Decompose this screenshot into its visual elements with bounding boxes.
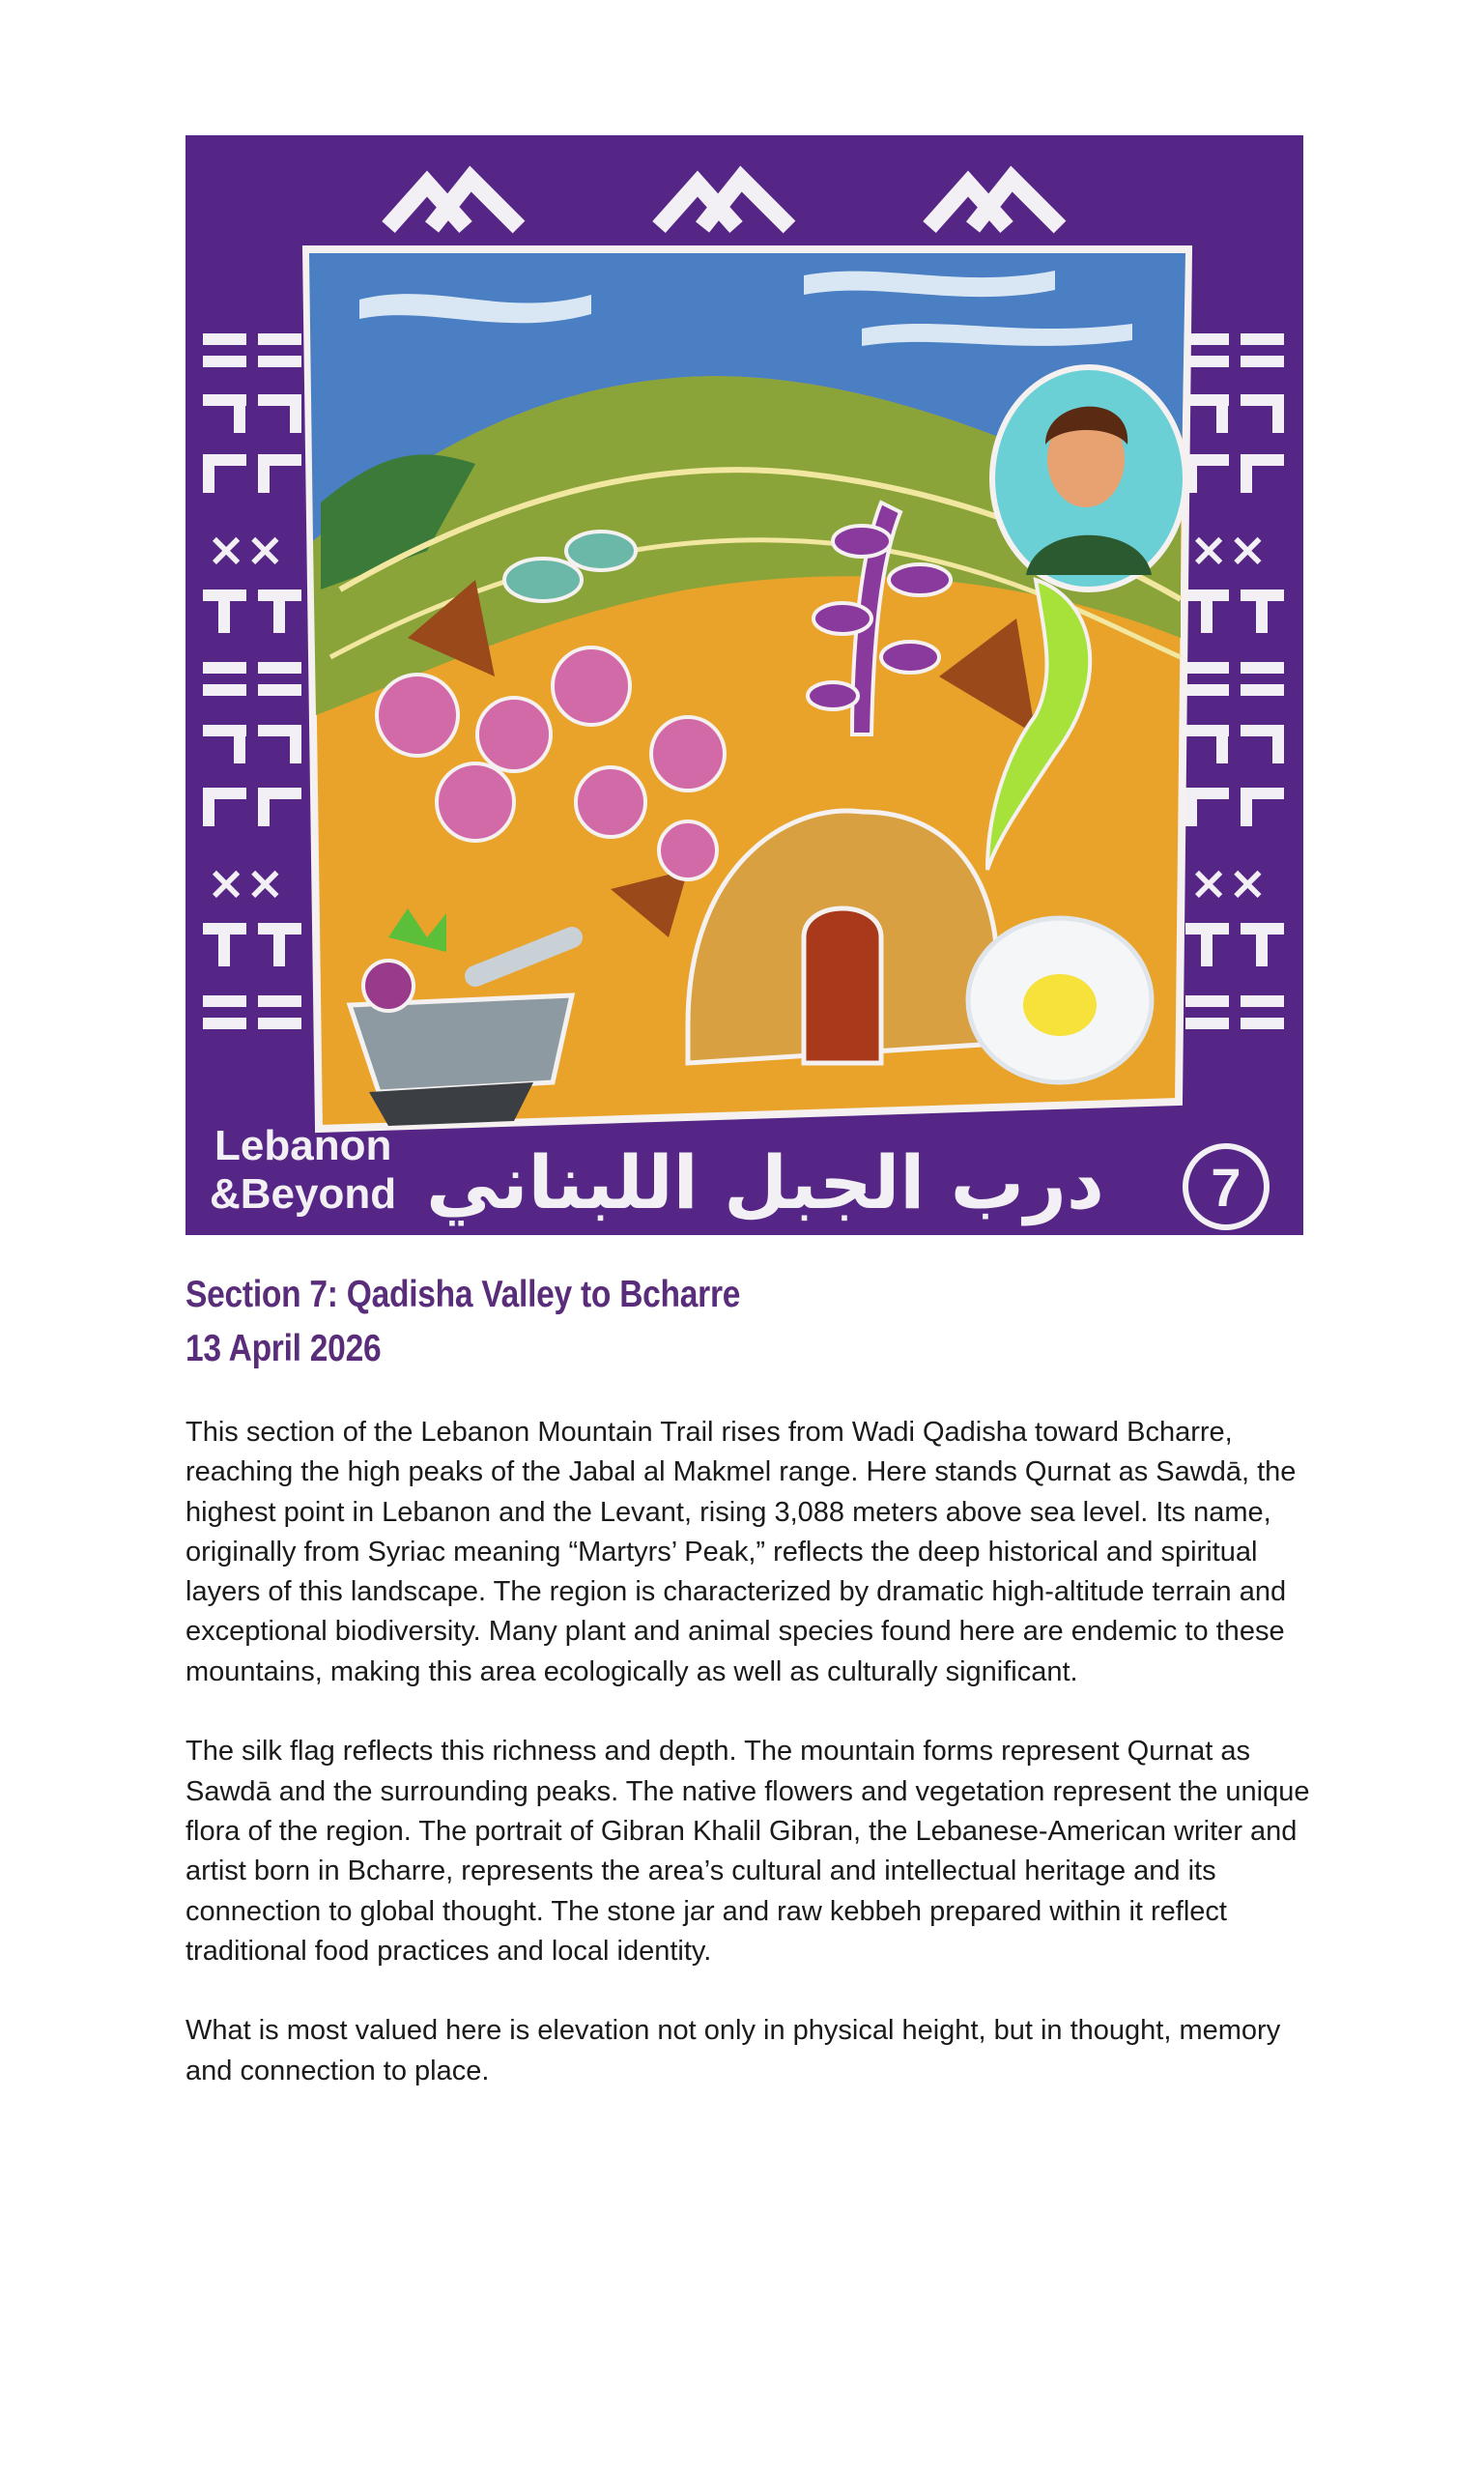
flag-section-number: 7	[1211, 1157, 1241, 1218]
paragraph-intro: This section of the Lebanon Mountain Trail rises from Wadi Qadisha toward Bcharre, reaching the high peaks of the Jabal al Makmel range. Here stands Qurnat as Sawdā, the highest point in Lebanon and the Levant, rising 3,088 meters above sea level. Its name, originally from Syriac meaning “Martyrs’ Peak,” reflects the deep historical and spiritual layers of this landscape. The region is characterized by dramatic high-altitude terrain and exceptional biodiversity. Many plant and animal species found here are endemic to these mountains, making this area ecologically as well as culturally significant.	[186, 1417, 1297, 1687]
flag-logo-line1: Lebanon	[214, 1122, 392, 1169]
scene-panel	[306, 249, 1188, 1129]
svg-text:××: ××	[207, 856, 285, 910]
paragraph-closing: What is most valued here is elevation not only in physical height, but in thought, memory and connection to place.	[186, 2015, 1281, 2086]
flag-arabic-title: درب الجبل اللبناني	[426, 1139, 1104, 1225]
silk-flag-artwork	[186, 135, 1303, 1235]
section-date: 13 April 2026	[186, 1328, 382, 1369]
section-heading	[186, 1268, 1306, 1376]
flag-logo-line2: &Beyond	[210, 1170, 397, 1218]
paragraph-flag: The silk flag reflects this richness and depth. The mountain forms represent Qurnat as Sawdā and the surrounding peaks. The native flowers and vegetation represent the unique flora of the region. The portrait of Gibran Khalil Gibran, the Lebanese-American writer and artist born in Bcharre, represents the area’s cultural and intellectual heritage and its connection to global thought. The stone jar and raw kebbeh prepared within it reflect traditional food practices and local identity.	[186, 1736, 1310, 1967]
white-flower	[968, 918, 1152, 1082]
section-title: Section 7: Qadisha Valley to Bcharre	[186, 1274, 741, 1315]
section-description	[186, 1413, 1316, 2131]
svg-text:××: ××	[1189, 856, 1268, 910]
gibran-portrait	[992, 367, 1185, 590]
svg-text:××: ××	[207, 523, 285, 577]
svg-text:××: ××	[1189, 523, 1268, 577]
